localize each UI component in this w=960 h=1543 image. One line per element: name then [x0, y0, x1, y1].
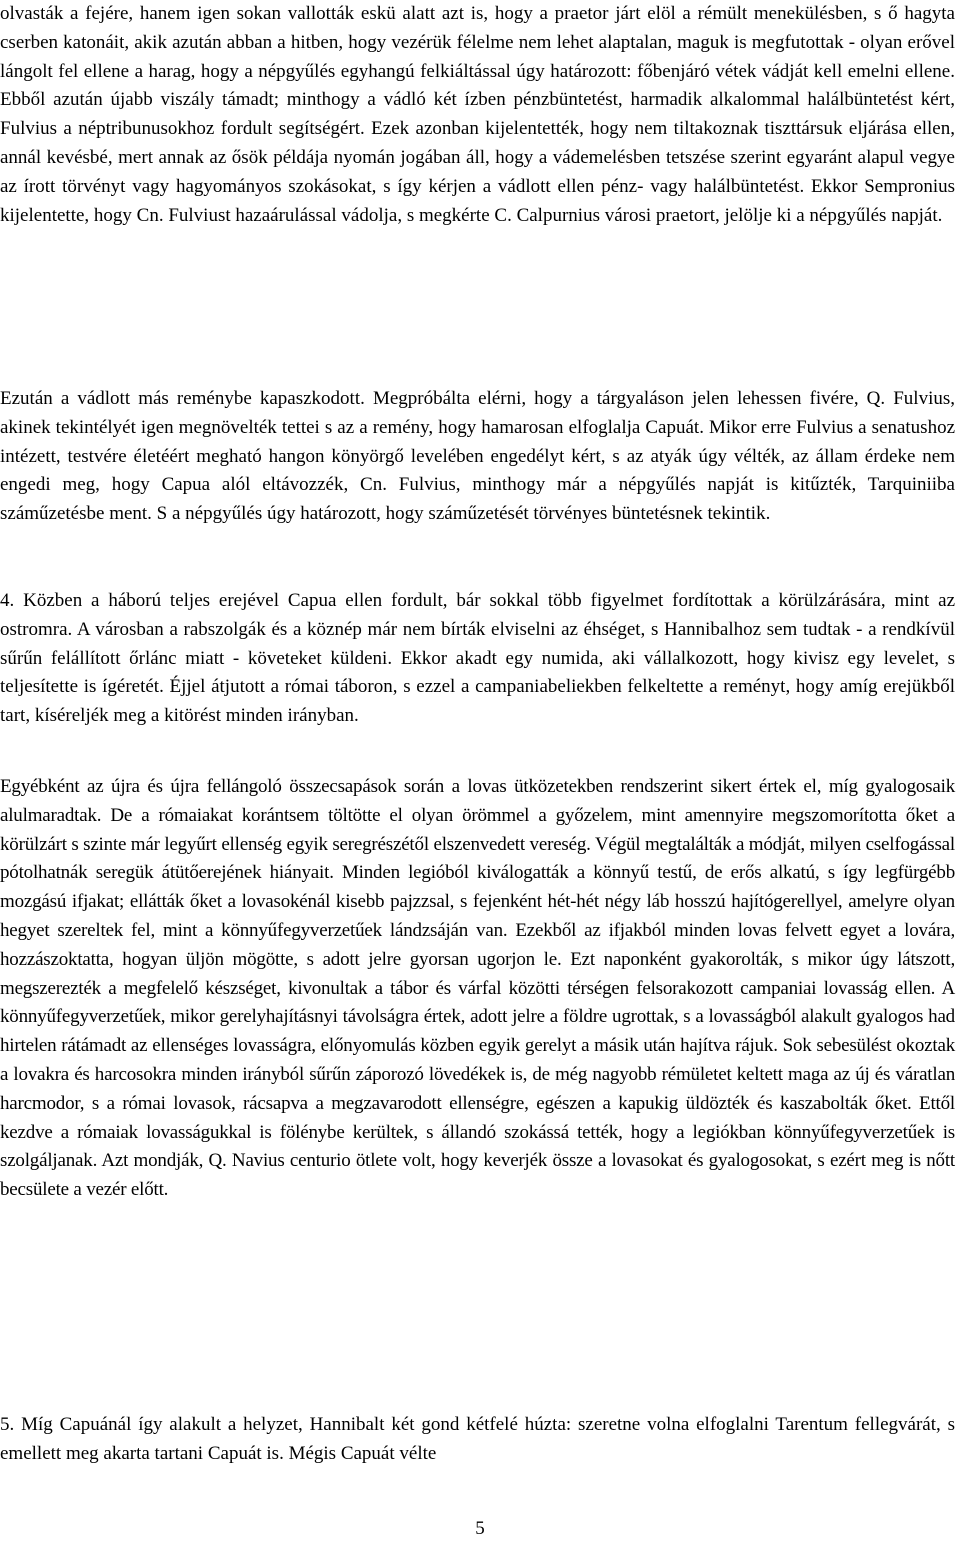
paragraph-intro: olvasták a fejére, hanem igen sokan vallották eskü alatt azt is, hogy a praetor járt elöl a rémült menekülésben, s ő hagyta cserben katonáit, akik azután abban a hitben, hogy vezérük félelme nem lehet alaptalan, maguk is megfutottak - olyan erővel lángolt fel ellene a harag, hogy a népgyűlés egyhangú felkiáltással úgy határozott: főbenjáró vétek vádját kell emelni ellene. Ebből azután újabb viszály támadt; minthogy a vádló két ízben pénzbüntetést, harmadik alkalommal halálbüntetést kért, Fulvius a néptribunusokhoz fordult segítségért. Ezek azonban kijelentették, hogy nem tiltakoznak tiszttársuk eljárása ellen, annál kevésbé, mert annak az ősök példája nyomán jogában áll, hogy a vádemelésben tetszése szerint egyaránt alapul vegye az írott törvényt vagy hagyományos szokásokat, s így kérjen a vádlott ellen pénz- vagy halálbüntetést. Ekkor Sempronius kijelentette, hogy Cn. Fulviust hazaárulással vádolja, s megkérte C. Calpurnius városi praetort, jelölje ki a népgyűlés napját.: [0, 3, 955, 226]
paragraph-second: Ezután a vádlott más reménybe kapaszkodott. Megpróbálta elérni, hogy a tárgyaláson jelen lehessen fivére, Q. Fulvius, akinek tekintélyét igen megnövelték tettei s az a remény, hogy hamarosan elfoglalja Capuát. Mikor erre Fulvius a senatushoz intézett, testvére életéért megható hangon könyörgő levelében engedélyt kért, s az atyák úgy vélték, az állam érdeke nem engedi meg, hogy Capua alól eltávozzék, Cn. Fulvius, minthogy már a népgyűlés napját is kitűzték, Tarquiniiba száműzetésbe ment. S a népgyűlés úgy határozott, hogy száműzetését törvényes büntetésnek tekintik.: [0, 388, 955, 525]
page-number: 5: [475, 1518, 485, 1539]
section-4-paragraph-2: Egyébként az újra és újra fellángoló összecsapások során a lovas ütközetekben rendszerint sikert értek el, míg gyalogosaik alulmaradtak. De a rómaiakat korántsem töltötte el olyan örömmel a győzelem, mint amennyire megszomorította őket a körülzárt s szinte már legyűrt ellenség egyik seregrészétől elszenvedett vereség. Végül megtalálták a módját, milyen cselfogással pótolhatnák seregük átütőerejének hiányait. Minden legióból kiválogatták a könnyű testű, de erős alkatú, s így legfürgébb mozgású ifjakat; ellátták őket a lovasokénál kisebb pajzzsal, s fejenként hét-hét négy láb hosszú hajítógerellyel, amelyre olyan hegyet szereltek fel, mint a könnyűfegyverzetűek lándzsáján van. Ezekből az ifjakból minden lovas felvett egyet a lovára, hozzászoktatta, hogyan üljön mögötte, s adott jelre gyorsan ugorjon le. Ezt naponként gyakorolták, s mikor úgy látszott, megszerezték a megfelelő készséget, kivonultak a tábor és várfal közötti térségen felsorakozott campaniai lovasság ellen. A könnyűfegyverzetűek, mikor gerelyhajításnyi távolságra értek, adott jelre a földre ugrottak, s a lovasságból alakult gyalogos had hirtelen rátámadt az ellenséges lovasságra, előnyomulás közben egyik gerelyt a másik után hajítva rájuk. Sok sebesülést okoztak a lovakra és harcosokra minden irányból sűrűn záporozó lövedékek is, de még nagyobb rémületet keltett maga az új és váratlan harcmodor, s a római lovasok, rácsapva a megzavarodott ellenségre, egészen a kapukig üldözték és kaszabolták őket. Ettől kezdve a rómaiak lovasságukkal is fölénybe kerültek, s állandó szokássá tették, hogy a legiókban könnyűfegyverzetűek is szolgáljanak. Azt mondják, Q. Navius centurio ötlete volt, hogy keverjék össze a lovasokat és gyalogosokat, s ezért meg is nőtt becsülete a vezér előtt.: [0, 776, 955, 1201]
section-5-paragraph: 5. Míg Capuánál így alakult a helyzet, Hannibalt két gond kétfelé húzta: szeretne volna elfoglalni Tarentum fellegvárát, s emellett meg akarta tartani Capuát is. Mégis Capuát vélte: [0, 1414, 955, 1464]
section-4-paragraph-1: 4. Közben a háború teljes erejével Capua ellen fordult, bár sokkal több figyelmet fordítottak a körülzárására, mint az ostromra. A városban a rabszolgák és a köznép már nem bírták elviselni az éhséget, s Hannibalhoz sem tudtak - a rendkívül sűrűn felállított őrlánc miatt - követeket küldeni. Ekkor akadt egy numida, aki vállalkozott, hogy kivisz egy levelet, s teljesítette is ígéretét. Éjjel átjutott a római táboron, s ezzel a campaniabeliekben felkeltette a reményt, hogy amíg erejükből tart, kíséreljék meg a kitörést minden irányban.: [0, 590, 955, 727]
